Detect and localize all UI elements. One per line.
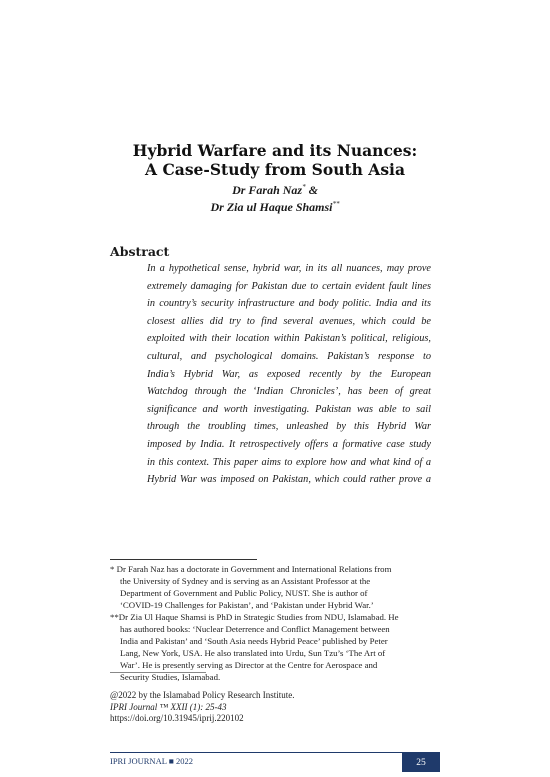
abstract-line: India’s Hybrid War, as exposed recently by the European (147, 368, 431, 380)
abstract-line: significance and worth investigating. Pakistan was able to sail (147, 403, 431, 415)
paper-title-line-2: A Case-Study from South Asia (145, 160, 405, 179)
copyright-line: @2022 by the Islamabad Policy Research Institute. (110, 690, 295, 700)
abstract-line: closest allies did try to find several avenues, which could be (147, 315, 431, 327)
copyright-block (110, 690, 440, 725)
doi-link[interactable]: https://doi.org/10.31945/iprij.220102 (110, 713, 244, 723)
journal-reference: IPRI Journal ™ XXII (1): 25-43 (110, 701, 227, 712)
abstract-line: imposed by India. It retrospectively offers a formative case study (147, 438, 431, 450)
footnote-line: Security Studies, Islamabad. (120, 672, 221, 682)
footer-rule (110, 752, 440, 753)
footnote-line: Lang, New York, USA. He also translated into Urdu, Sun Tzu’s ‘The Art of (120, 648, 386, 658)
footnotes (110, 563, 440, 683)
footnote-line: * Dr Farah Naz has a doctorate in Government and International Relations from (110, 564, 392, 574)
abstract-body (147, 260, 431, 489)
author-separator: & (305, 183, 318, 197)
footnote-line: **Dr Zia Ul Haque Shamsi is PhD in Strategic Studies from NDU, Islamabad. He (110, 612, 399, 622)
abstract-line: In a hypothetical sense, hybrid war, in its all nuances, may prove (147, 263, 431, 274)
footnote-line: has authored books: ‘Nuclear Deterrence and Conflict Management between (120, 624, 390, 634)
footnote-line: India and Pakistan’ and ‘South Asia needs Hybrid Peace’ published by Peter (120, 636, 388, 646)
author-2-footnote-mark[interactable]: ** (332, 200, 340, 208)
footnote-end-rule (110, 672, 206, 673)
footnote-line: War’. He is presently serving as Director at the Centre for Aerospace and (120, 660, 378, 670)
abstract-line: exploited with their location within Pakistan’s political, religious, (147, 333, 431, 345)
abstract-heading: Abstract (110, 244, 170, 259)
abstract-line: through the troubling times, unleashed by this Hybrid War (147, 421, 431, 433)
abstract-line: in this context. This paper aims to explore how and what kind of a (147, 456, 431, 468)
author-line-2 (0, 196, 550, 215)
abstract-line: cultural, and psychological domains. Pakistan’s response to (147, 350, 431, 362)
footnote-separator (110, 559, 257, 560)
paper-title-line-1: Hybrid Warfare and its Nuances: (132, 141, 418, 160)
page-number: 25 (402, 753, 440, 772)
footer-journal-label: IPRI JOURNAL ■ 2022 (110, 756, 193, 766)
abstract-line: in country’s security infrastructure and body politic. India and its (147, 298, 431, 310)
author-1-name: Dr Farah Naz (232, 183, 303, 197)
footnote-line: Department of Government and Public Policy, NUST. She is author of (120, 588, 368, 598)
footnote-line: the University of Sydney and is serving as an Assistant Professor at the (120, 576, 371, 586)
author-1-footnote-mark[interactable]: * (302, 183, 306, 191)
abstract-line: extremely damaging for Pakistan due to certain evident fault lines (147, 280, 431, 292)
footnote-line: ‘COVID-19 Challenges for Pakistan’, and ‘Pakistan under Hybrid War.’ (120, 600, 374, 610)
abstract-line: Hybrid War was imposed on Pakistan, which could rather prove a (147, 474, 431, 486)
author-2-name: Dr Zia ul Haque Shamsi (210, 200, 333, 214)
abstract-line: Watchdog through the ‘Indian Chronicles’, has been of great (147, 386, 431, 398)
